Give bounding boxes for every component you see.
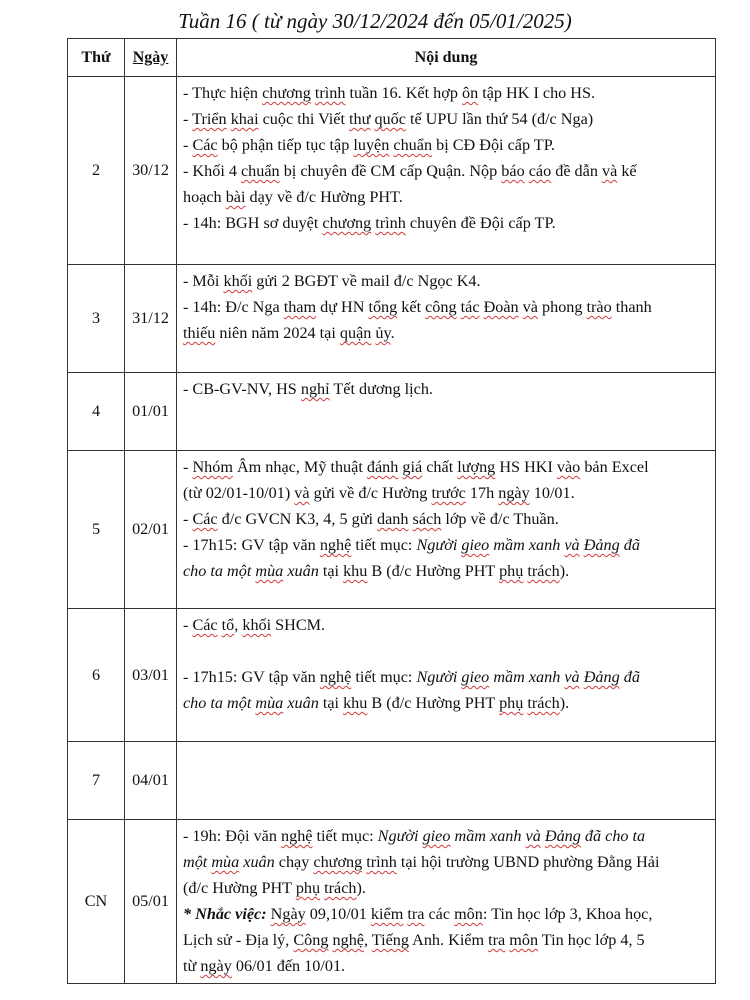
content-line: - Thực hiện chương trình tuần 16. Kết hợp ôn tập HK I cho HS. <box>183 84 596 102</box>
schedule-row <box>68 373 716 451</box>
content-line: một mùa xuân chạy chương trình tại hội trường UBND phường Đằng Hải <box>183 853 660 871</box>
content-line: cho ta một mùa xuân tại khu B (đ/c Hường PHT phụ trách). <box>183 694 570 712</box>
date-cell: 03/01 <box>125 609 177 742</box>
content-line: - 19h: Đội văn nghệ tiết mục: Người gieo mầm xanh và Đảng đã cho ta <box>183 827 646 845</box>
day-cell: 4 <box>68 373 125 451</box>
content-line: - Nhóm Âm nhạc, Mỹ thuật đánh giá chất lượng HS HKI vào bản Excel <box>183 458 649 476</box>
day-cell: 2 <box>68 77 125 265</box>
date-cell: 01/01 <box>125 373 177 451</box>
day-cell: 3 <box>68 265 125 373</box>
schedule-row <box>68 265 716 373</box>
content-cell <box>177 451 716 609</box>
content-line: từ ngày 06/01 đến 10/01. <box>183 957 346 975</box>
day-cell: CN <box>68 820 125 984</box>
content-line: - CB-GV-NV, HS nghỉ Tết dương lịch. <box>183 380 433 398</box>
schedule-row <box>68 77 716 265</box>
date-cell: 04/01 <box>125 742 177 820</box>
date-cell: 02/01 <box>125 451 177 609</box>
content-line: - Triển khai cuộc thi Viết thư quốc tế UPU lần thứ 54 (đ/c Nga) <box>183 110 594 128</box>
content-cell <box>177 77 716 265</box>
schedule-row <box>68 820 716 984</box>
header-date: Ngày <box>125 39 177 77</box>
day-cell: 6 <box>68 609 125 742</box>
date-cell: 05/01 <box>125 820 177 984</box>
schedule-body <box>68 77 716 984</box>
content-line: - 14h: Đ/c Nga tham dự HN tổng kết công tác Đoàn và phong trào thanh <box>183 298 652 316</box>
content-line: (đ/c Hường PHT phụ trách). <box>183 879 366 897</box>
date-cell: 31/12 <box>125 265 177 373</box>
content-line: - Khối 4 chuẩn bị chuyên đề CM cấp Quận. Nộp báo cáo đề dẫn và kế <box>183 162 637 180</box>
content-line <box>183 638 709 664</box>
weekly-schedule-table <box>67 38 716 984</box>
content-line: - 17h15: GV tập văn nghệ tiết mục: Người gieo mầm xanh và Đảng đã <box>183 536 640 554</box>
content-cell <box>177 609 716 742</box>
day-cell: 5 <box>68 451 125 609</box>
day-cell: 7 <box>68 742 125 820</box>
content-line: hoạch bài dạy về đ/c Hường PHT. <box>183 188 403 206</box>
schedule-row <box>68 742 716 820</box>
content-line: - Các đ/c GVCN K3, 4, 5 gửi danh sách lớp về đ/c Thuần. <box>183 510 559 528</box>
content-line: - Các bộ phận tiếp tục tập luyện chuẩn bị CĐ Đội cấp TP. <box>183 136 555 154</box>
schedule-title: Tuần 16 ( từ ngày 30/12/2024 đến 05/01/2025) <box>178 9 572 33</box>
header-content: Nội dung <box>177 39 716 77</box>
content-cell <box>177 742 716 820</box>
table-header-row <box>68 39 716 77</box>
content-line: - Mỗi khối gửi 2 BGĐT về mail đ/c Ngọc K4. <box>183 272 481 290</box>
content-line: - 17h15: GV tập văn nghệ tiết mục: Người gieo mầm xanh và Đảng đã <box>183 668 640 686</box>
content-cell <box>177 820 716 984</box>
content-line: cho ta một mùa xuân tại khu B (đ/c Hường PHT phụ trách). <box>183 562 570 580</box>
content-cell <box>177 265 716 373</box>
content-cell <box>177 373 716 451</box>
content-line: - Các tổ, khối SHCM. <box>183 616 326 634</box>
content-line: thiếu niên năm 2024 tại quận ủy. <box>183 324 395 342</box>
content-line: Lịch sử - Địa lý, Công nghệ, Tiếng Anh. Kiểm tra môn Tin học lớp 4, 5 <box>183 931 645 949</box>
content-line: * Nhắc việc: Ngày 09,10/01 kiểm tra các môn: Tin học lớp 3, Khoa học, <box>183 905 653 923</box>
date-cell: 30/12 <box>125 77 177 265</box>
schedule-row <box>68 451 716 609</box>
schedule-row <box>68 609 716 742</box>
content-line: - 14h: BGH sơ duyệt chương trình chuyên đề Đội cấp TP. <box>183 214 556 232</box>
header-day: Thứ <box>68 39 125 77</box>
content-line: (từ 02/01-10/01) và gửi về đ/c Hường trước 17h ngày 10/01. <box>183 484 575 502</box>
